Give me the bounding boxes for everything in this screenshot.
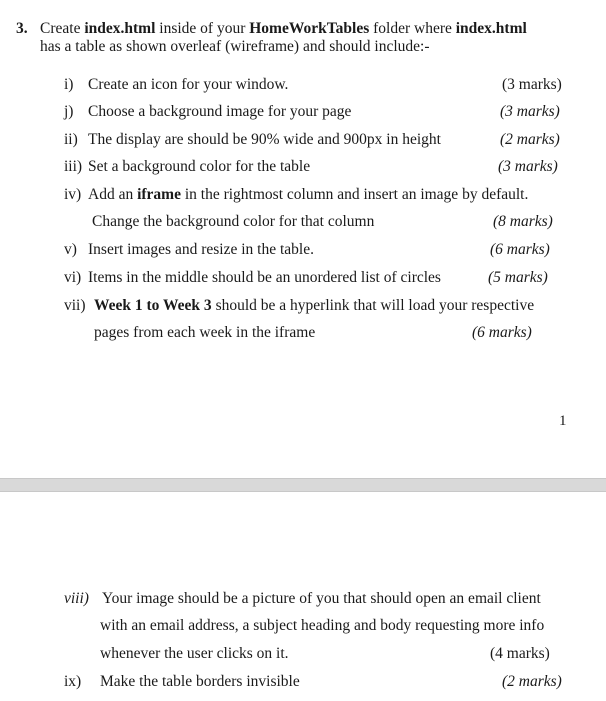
item-label: ix) (64, 673, 82, 690)
item-marks: (6 marks) (472, 324, 532, 341)
item-text: Items in the middle should be an unordered list of circles (88, 269, 441, 286)
item-marks: (5 marks) (488, 269, 548, 286)
item-text: Insert images and resize in the table. (88, 241, 314, 258)
item-marks: (3 marks) (502, 76, 562, 93)
item-marks: (2 marks) (500, 131, 560, 148)
item-text: Week 1 to Week 3 should be a hyperlink that will load your respective (94, 297, 535, 314)
item-label: viii) (64, 590, 89, 607)
item-label: vi) (64, 269, 82, 286)
question-line-2: has a table as shown overleaf (wireframe) and should include:- (40, 38, 430, 55)
item-marks: (4 marks) (490, 645, 550, 662)
item-marks: (3 marks) (498, 158, 558, 175)
item-label: i) (64, 76, 74, 93)
question-number: 3. (16, 20, 28, 37)
item-label: v) (64, 241, 77, 258)
item-text: Set a background color for the table (88, 158, 311, 175)
item-marks: (6 marks) (490, 241, 550, 258)
item-text: The display are should be 90% wide and 900px in height (88, 131, 441, 148)
item-label: j) (64, 103, 74, 120)
item-text: Your image should be a picture of you that should open an email client (102, 590, 541, 607)
page-separator (0, 478, 606, 492)
item-marks: (2 marks) (502, 673, 562, 690)
page-number: 1 (559, 413, 567, 429)
item-text-continued: Change the background color for that column (92, 213, 375, 230)
item-marks: (8 marks) (493, 213, 553, 230)
document-page-2 (0, 492, 606, 701)
item-label: iv) (64, 186, 82, 203)
item-text: Choose a background image for your page (88, 103, 352, 120)
item-text: Add an iframe in the rightmost column and insert an image by default. (88, 186, 529, 203)
item-text-continued: pages from each week in the iframe (94, 324, 316, 341)
item-text: Create an icon for your window. (88, 76, 289, 93)
item-marks: (3 marks) (500, 103, 560, 120)
item-text-continued: whenever the user clicks on it. (100, 645, 289, 662)
item-text: Make the table borders invisible (100, 673, 300, 690)
item-label: iii) (64, 158, 83, 175)
item-label: ii) (64, 131, 78, 148)
item-text-continued: with an email address, a subject heading and body requesting more info (100, 617, 545, 634)
question-line-1: Create index.html inside of your HomeWorkTables folder where index.html (40, 20, 527, 37)
item-label: vii) (64, 297, 86, 314)
